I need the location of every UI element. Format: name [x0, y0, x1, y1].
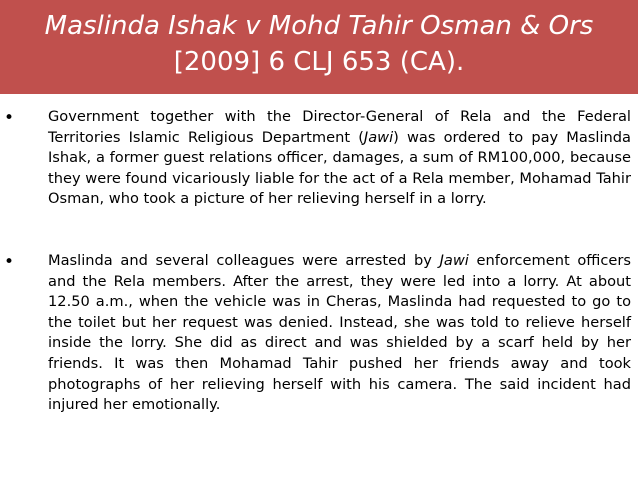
bullet-marker-1: •	[4, 108, 15, 128]
slide-title-line-2: [2009] 6 CLJ 653 (CA).	[173, 47, 465, 77]
bullet-2-text-b: enforcement officers and the Rela members. After the arrest, they were led into a lorry. At about 12.50 a.m., when the vehicle was in Cheras, Maslinda had requested to go to the toilet but her request was denied. Instead, she was told to relieve herself inside the lorry. She did as direct and was shielded by a scarf held by her friends. It was then Mohamad Tahir pushed her friends away and took photographs of her relieving herself with his camera. The said incident had injured her emotionally.	[48, 252, 631, 414]
bullet-2-emphasis: Jawi	[439, 252, 469, 269]
bullet-1-text-a: Government together with the Director-General of Rela and the Federal Territories Islamic Religious Department (	[48, 108, 631, 146]
bullet-1-text-b: ) was ordered to pay Maslinda Ishak, a former guest relations officer, damages, a sum of RM100,000, because they were found vicariously liable for the act of a Rela member, Mohamad Tahir Osman, who took a picture of her relieving herself in a lorry.	[48, 128, 631, 208]
title-band	[0, 0, 638, 94]
bullet-marker-2: •	[4, 252, 15, 272]
bullet-paragraph-1	[48, 107, 631, 210]
bullet-paragraph-2	[48, 251, 631, 416]
bullet-2-text-a: Maslinda and several colleagues were arrested by	[48, 252, 440, 269]
bullet-1-emphasis: Jawi	[363, 128, 394, 146]
slide-title-line-1: Maslinda Ishak v Mohd Tahir Osman & Ors	[44, 11, 594, 41]
